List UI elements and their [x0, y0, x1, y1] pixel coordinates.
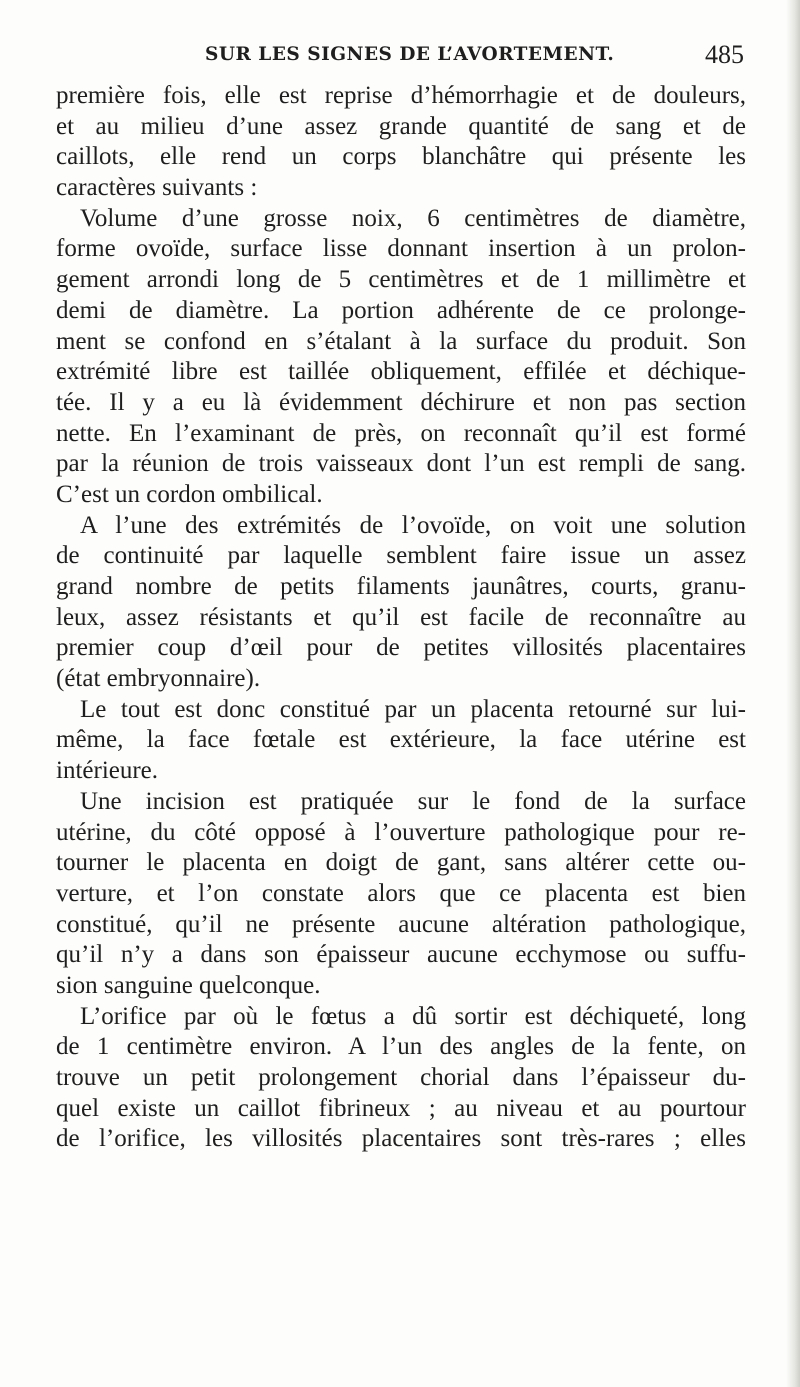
- text-line: de l’orifice, les villosités placentaires sont très-rares ; elles: [56, 1125, 746, 1153]
- text-line: Le tout est donc constitué par un placenta retourné sur lui-: [80, 695, 746, 723]
- text-line: intérieure.: [56, 757, 159, 785]
- text-line: caillots, elle rend un corps blanchâtre qui présente les: [56, 143, 746, 171]
- text-line: demi de diamètre. La portion adhérente de ce prolonge-: [56, 296, 746, 324]
- paragraph-6: [56, 1002, 746, 1155]
- text-line: tée. Il y a eu là évidemment déchirure et non pas section: [56, 388, 746, 416]
- text-line: trouve un petit prolongement chorial dans l’épaisseur du-: [56, 1064, 746, 1091]
- text-line: utérine, du côté opposé à l’ouverture pathologique pour re-: [56, 818, 746, 846]
- text-line: constitué, qu’il ne présente aucune altération pathologique,: [56, 910, 746, 938]
- text-line: nette. En l’examinant de près, on reconnaît qu’il est formé: [56, 419, 746, 447]
- paragraph-5: [56, 787, 746, 1002]
- text-line: quel existe un caillot fibrineux ; au niveau et au pourtour: [56, 1094, 746, 1122]
- text-line: gement arrondi long de 5 centimètres et de 1 millimètre et: [56, 266, 746, 294]
- text-line: Volume d’une grosse noix, 6 centimètres de diamètre,: [80, 204, 746, 232]
- paragraph-3: [56, 511, 746, 695]
- text-line: premier coup d’œil pour de petites villosités placentaires: [56, 634, 746, 662]
- text-line: L’orifice par où le fœtus a dû sortir est déchiqueté, long: [80, 1002, 746, 1030]
- page-edge-shadow: [786, 0, 800, 1387]
- paragraph-4: [56, 695, 746, 787]
- running-title: SUR LES SIGNES DE L’AVORTEMENT.: [205, 44, 615, 65]
- text-line: sion sanguine quelconque.: [56, 971, 321, 999]
- text-line: (état embryonnaire).: [56, 665, 261, 693]
- text-line: et au milieu d’une assez grande quantité de sang et de: [56, 112, 746, 140]
- text-line: extrémité libre est taillée obliquement, effilée et déchique-: [56, 358, 746, 386]
- running-header: [60, 38, 750, 78]
- text-line: première fois, elle est reprise d’hémorrhagie et de douleurs,: [56, 82, 746, 109]
- text-line: Une incision est pratiquée sur le fond de la surface: [80, 787, 746, 815]
- paragraph-1: [56, 81, 746, 204]
- text-line: caractères suivants :: [56, 174, 258, 202]
- page-number: 485: [705, 40, 744, 69]
- text-line: de continuité par laquelle semblent faire issue un assez: [56, 542, 746, 570]
- text-line: grand nombre de petits filaments jaunâtres, courts, granu-: [56, 573, 746, 600]
- text-line: qu’il n’y a dans son épaisseur aucune ecchymose ou suffu-: [56, 941, 746, 969]
- text-line: C’est un cordon ombilical.: [56, 480, 323, 508]
- text-line: tourner le placenta en doigt de gant, sans altérer cette ou-: [56, 849, 746, 877]
- text-line: forme ovoïde, surface lisse donnant insertion à un prolon-: [56, 235, 746, 263]
- text-line: même, la face fœtale est extérieure, la face utérine est: [56, 726, 746, 754]
- text-line: A l’une des extrémités de l’ovoïde, on voit une solution: [80, 511, 746, 539]
- body-text: [56, 81, 746, 1155]
- text-line: par la réunion de trois vaisseaux dont l’un est rempli de sang.: [56, 450, 746, 478]
- paragraph-2: [56, 204, 746, 511]
- text-line: ment se confond en s’étalant à la surface du produit. Son: [56, 327, 746, 355]
- text-line: verture, et l’on constate alors que ce placenta est bien: [56, 879, 746, 907]
- text-line: leux, assez résistants et qu’il est facile de reconnaître au: [56, 603, 746, 631]
- text-line: de 1 centimètre environ. A l’un des angles de la fente, on: [56, 1033, 746, 1061]
